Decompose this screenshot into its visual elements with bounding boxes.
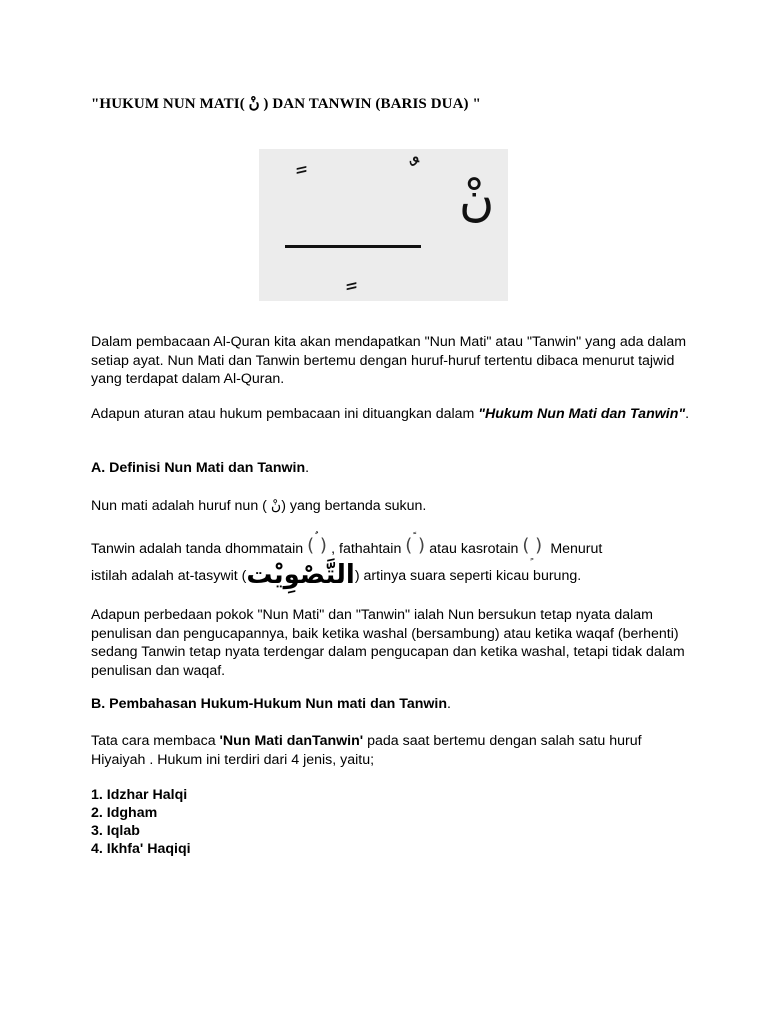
page-title: "HUKUM NUN MATI( نْ ) DAN TANWIN (BARIS DUA) " <box>91 96 481 112</box>
fathatain-icon: ( ) <box>405 535 426 556</box>
section-a-heading <box>91 459 691 478</box>
kasratain-icon: ( ) <box>522 535 543 556</box>
tanwin-definition <box>91 533 691 559</box>
istilah-paragraph <box>91 560 691 590</box>
tanwin-text-2: , fathahtain <box>331 541 402 557</box>
hukum-list <box>91 786 191 858</box>
nun-mati-text: Nun mati adalah huruf nun ( <box>91 498 271 514</box>
section-b-heading <box>91 695 691 714</box>
tata-cara-text: Tata cara membaca <box>91 733 220 749</box>
section-a-heading-end: . <box>305 460 310 476</box>
section-b-heading-text: B. Pembahasan Hukum-Hukum Nun mati dan Tanwin <box>91 696 448 712</box>
list-item: 4. Ikhfa' Haqiqi <box>91 841 191 857</box>
section-b-heading-end: . <box>447 696 451 712</box>
intro-paragraph-2-emphasis: "Hukum Nun Mati dan Tanwin" <box>478 406 686 422</box>
nun-mati-definition <box>91 497 691 516</box>
section-a-heading-text: A. Definisi Nun Mati dan Tanwin <box>91 460 306 476</box>
base-line <box>285 245 421 248</box>
intro-paragraph-1: Dalam pembacaan Al-Quran kita akan mendapatkan "Nun Mati" atau "Tanwin" yang ada dalam setiap ayat. Nun Mati dan Tanwin bertemu dengan huruf-huruf tertentu dibaca menurut tajwid yang terdapat dalam Al-Quran. <box>91 334 687 387</box>
intro-paragraph-2-text: Adapun aturan atau hukum pembacaan ini dituangkan dalam <box>91 406 479 422</box>
tanwin-text-4: Menurut <box>546 541 603 557</box>
dhommatain-icon: ( ) <box>307 535 327 556</box>
tanwin-figure <box>259 149 508 301</box>
nun-mati-text-end: ) yang bertanda sukun. <box>281 498 427 514</box>
tata-cara-bold: 'Nun Mati danTanwin' <box>219 733 364 749</box>
list-item: 1. Idzhar Halqi <box>91 787 188 803</box>
intro-paragraph-2 <box>91 405 691 424</box>
intro-paragraph-2-end: . <box>685 406 690 422</box>
tanwin-text-1: Tanwin adalah tanda dhommatain <box>91 541 304 557</box>
nun-mati-arabic: نْ <box>270 498 282 514</box>
tanwin-text-3: atau kasrotain <box>429 541 519 557</box>
nun-sukun-glyph: نْ <box>459 171 495 227</box>
perbedaan-paragraph: Adapun perbedaan pokok "Nun Mati" dan "Tanwin" ialah Nun bersukun tetap nyata dalam penulisan dan pengucapannya, baik ketika washal (bersambung) atau ketika waqaf (berhenti) sedang Tanwin tetap nyata terdengar dalam pengucapan dan ketika washal, tetapi tidak dalam penulisan dan waqaf. <box>91 607 685 679</box>
list-item: 2. Idgham <box>91 805 158 821</box>
tata-cara-paragraph <box>91 732 691 769</box>
tata-cara-text-end: pada saat bertemu dengan salah satu huruf Hiyaiyah . Hukum ini terdiri dari 4 jenis, yaitu; <box>91 733 642 768</box>
tasywit-arabic: التَّصْوِيْت <box>246 560 355 590</box>
istilah-text-end: ) artinya suara seperti kicau burung. <box>354 568 582 584</box>
list-item: 3. Iqlab <box>91 823 140 839</box>
istilah-text: istilah adalah at-tasywit ( <box>91 568 247 584</box>
